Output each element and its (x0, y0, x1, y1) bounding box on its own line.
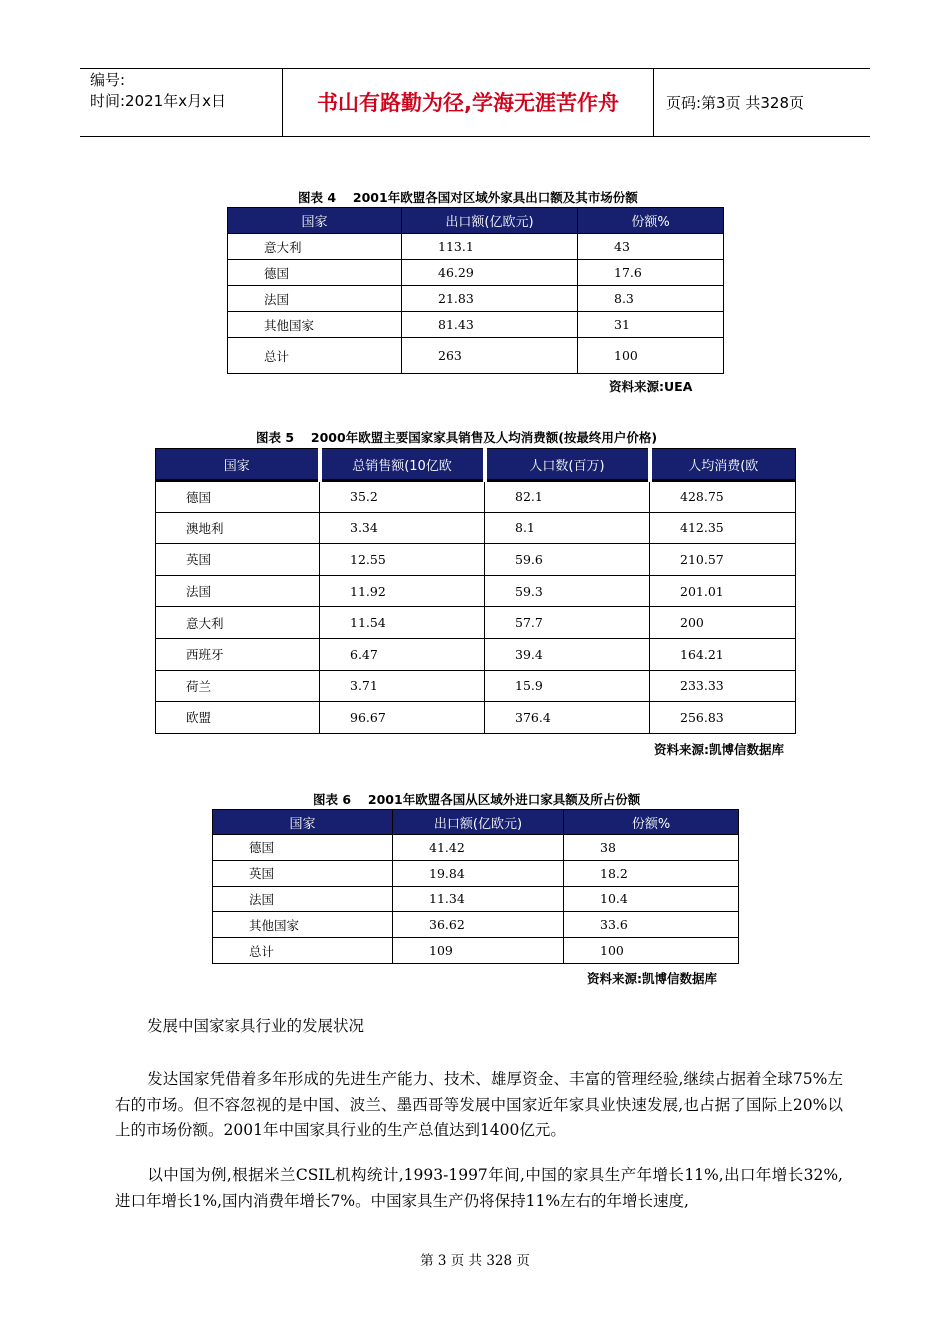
table6-caption: 图表 6 2001年欧盟各国从区域外进口家具额及所占份额 (313, 792, 641, 807)
table4-cell: 法国 (228, 286, 402, 312)
table-row (156, 638, 796, 670)
table5-cell: 233.33 (650, 670, 796, 702)
table6 (212, 809, 739, 964)
table-row (156, 670, 796, 702)
table4-header-cell: 份额% (578, 208, 724, 234)
table5-cell: 欧盟 (156, 702, 320, 734)
table6-cell: 德国 (213, 835, 393, 861)
paragraph-text: 以中国为例,根据米兰CSIL机构统计,1993-1997年间,中国的家具生产年增长11%,出口年增长32%,进口年增长1%,国内消费年增长7%。中国家具生产仍将保持11%左右的年增长速度, (115, 1166, 843, 1210)
table-row (156, 702, 796, 734)
table5-header-cell: 人均消费(欧 (650, 449, 796, 481)
table6-cell: 109 (393, 938, 564, 964)
table5-header-cell: 国家 (156, 449, 320, 481)
table5-cell: 428.75 (650, 481, 796, 513)
table6-cell: 其他国家 (213, 912, 393, 938)
table5-header-cell: 总销售额(10亿欧 (320, 449, 485, 481)
table4 (227, 207, 724, 374)
table4-cell: 46.29 (402, 260, 578, 286)
page-footer: 第 3 页 共 328 页 (420, 1253, 530, 1269)
table-row (213, 912, 739, 938)
paragraph-text: 发展中国家家具行业的发展状况 (147, 1017, 365, 1035)
table4-cell: 113.1 (402, 234, 578, 260)
table4-cell: 31 (578, 312, 724, 338)
table5-cell: 57.7 (485, 607, 650, 639)
table5-cell: 6.47 (320, 638, 485, 670)
table4-cell: 8.3 (578, 286, 724, 312)
table-row (156, 544, 796, 576)
table5-caption: 图表 5 2000年欧盟主要国家家具销售及人均消费额(按最终用户价格) (256, 430, 658, 445)
header-divider-right (653, 68, 654, 136)
table5-cell: 201.01 (650, 575, 796, 607)
table6-cell: 11.34 (393, 886, 564, 912)
header-bottom-rule (80, 136, 870, 137)
table-row (228, 312, 724, 338)
table6-cell: 38 (564, 835, 739, 861)
body-paragraph-china-example (115, 1163, 843, 1214)
table-row (156, 512, 796, 544)
table5-cell: 德国 (156, 481, 320, 513)
table6-header-cell: 国家 (213, 810, 393, 835)
table6-cell: 100 (564, 938, 739, 964)
table-row (228, 234, 724, 260)
header-motto: 书山有路勤为径,学海无涯苦作舟 (317, 91, 619, 115)
table5-cell: 3.34 (320, 512, 485, 544)
table4-cell: 100 (578, 338, 724, 374)
table5-cell: 8.1 (485, 512, 650, 544)
document-number-label: 编号: (90, 71, 126, 89)
table5-cell: 200 (650, 607, 796, 639)
table5-cell: 15.9 (485, 670, 650, 702)
table4-cell: 43 (578, 234, 724, 260)
table5-header-cell: 人口数(百万) (485, 449, 650, 481)
table5-cell: 210.57 (650, 544, 796, 576)
table4-source: 资料来源:UEA (609, 379, 693, 394)
table5-cell: 59.3 (485, 575, 650, 607)
table6-cell: 33.6 (564, 912, 739, 938)
paragraph-text: 发达国家凭借着多年形成的先进生产能力、技术、雄厚资金、丰富的管理经验,继续占据着全球75%左右的市场。但不容忽视的是中国、波兰、墨西哥等发展中国家近年家具业快速发展,也占据了国际上20%以上的市场份额。2001年中国家具行业的生产总值达到1400亿元。 (115, 1070, 843, 1139)
table-row (228, 260, 724, 286)
table-row (213, 938, 739, 964)
table6-cell: 36.62 (393, 912, 564, 938)
table-row (213, 860, 739, 886)
table6-cell: 10.4 (564, 886, 739, 912)
table-row (156, 575, 796, 607)
table4-cell: 其他国家 (228, 312, 402, 338)
table4-cell: 德国 (228, 260, 402, 286)
table4-cell: 263 (402, 338, 578, 374)
table4-cell: 21.83 (402, 286, 578, 312)
table5-header-row (156, 449, 796, 481)
table-row (156, 607, 796, 639)
body-paragraph-developed-countries (115, 1067, 843, 1144)
table-row (213, 886, 739, 912)
table6-cell: 19.84 (393, 860, 564, 886)
table5-cell: 英国 (156, 544, 320, 576)
header-page-info: 页码:第3页 共328页 (666, 94, 804, 112)
table4-cell: 总计 (228, 338, 402, 374)
table5 (155, 448, 796, 734)
table4-cell: 81.43 (402, 312, 578, 338)
table5-cell: 荷兰 (156, 670, 320, 702)
table6-header-cell: 出口额(亿欧元) (393, 810, 564, 835)
table6-cell: 英国 (213, 860, 393, 886)
header-meta (90, 70, 226, 112)
table5-cell: 82.1 (485, 481, 650, 513)
table5-cell: 11.92 (320, 575, 485, 607)
table5-cell: 164.21 (650, 638, 796, 670)
table5-cell: 59.6 (485, 544, 650, 576)
table5-cell: 法国 (156, 575, 320, 607)
document-time-label: 时间:2021年x月x日 (90, 92, 226, 110)
table5-cell: 11.54 (320, 607, 485, 639)
table6-header-cell: 份额% (564, 810, 739, 835)
table5-cell: 35.2 (320, 481, 485, 513)
table-row (213, 835, 739, 861)
section-heading-paragraph (115, 1014, 843, 1040)
table5-cell: 澳地利 (156, 512, 320, 544)
table5-source: 资料来源:凯博信数据库 (654, 742, 784, 757)
table4-cell: 17.6 (578, 260, 724, 286)
table5-cell: 96.67 (320, 702, 485, 734)
table4-header-cell: 出口额(亿欧元) (402, 208, 578, 234)
table5-cell: 西班牙 (156, 638, 320, 670)
table5-cell: 意大利 (156, 607, 320, 639)
table5-cell: 256.83 (650, 702, 796, 734)
table6-cell: 18.2 (564, 860, 739, 886)
table5-cell: 12.55 (320, 544, 485, 576)
table5-cell: 39.4 (485, 638, 650, 670)
table6-cell: 41.42 (393, 835, 564, 861)
table6-header-row (213, 810, 739, 835)
table5-cell: 412.35 (650, 512, 796, 544)
table-row (228, 338, 724, 374)
table4-caption: 图表 4 2001年欧盟各国对区域外家具出口额及其市场份额 (298, 190, 638, 205)
table4-header-cell: 国家 (228, 208, 402, 234)
table4-header-row (228, 208, 724, 234)
table-row (228, 286, 724, 312)
table6-cell: 总计 (213, 938, 393, 964)
table4-cell: 意大利 (228, 234, 402, 260)
table6-cell: 法国 (213, 886, 393, 912)
table6-source: 资料来源:凯博信数据库 (587, 971, 717, 986)
table5-cell: 3.71 (320, 670, 485, 702)
table5-cell: 376.4 (485, 702, 650, 734)
table-row (156, 481, 796, 513)
